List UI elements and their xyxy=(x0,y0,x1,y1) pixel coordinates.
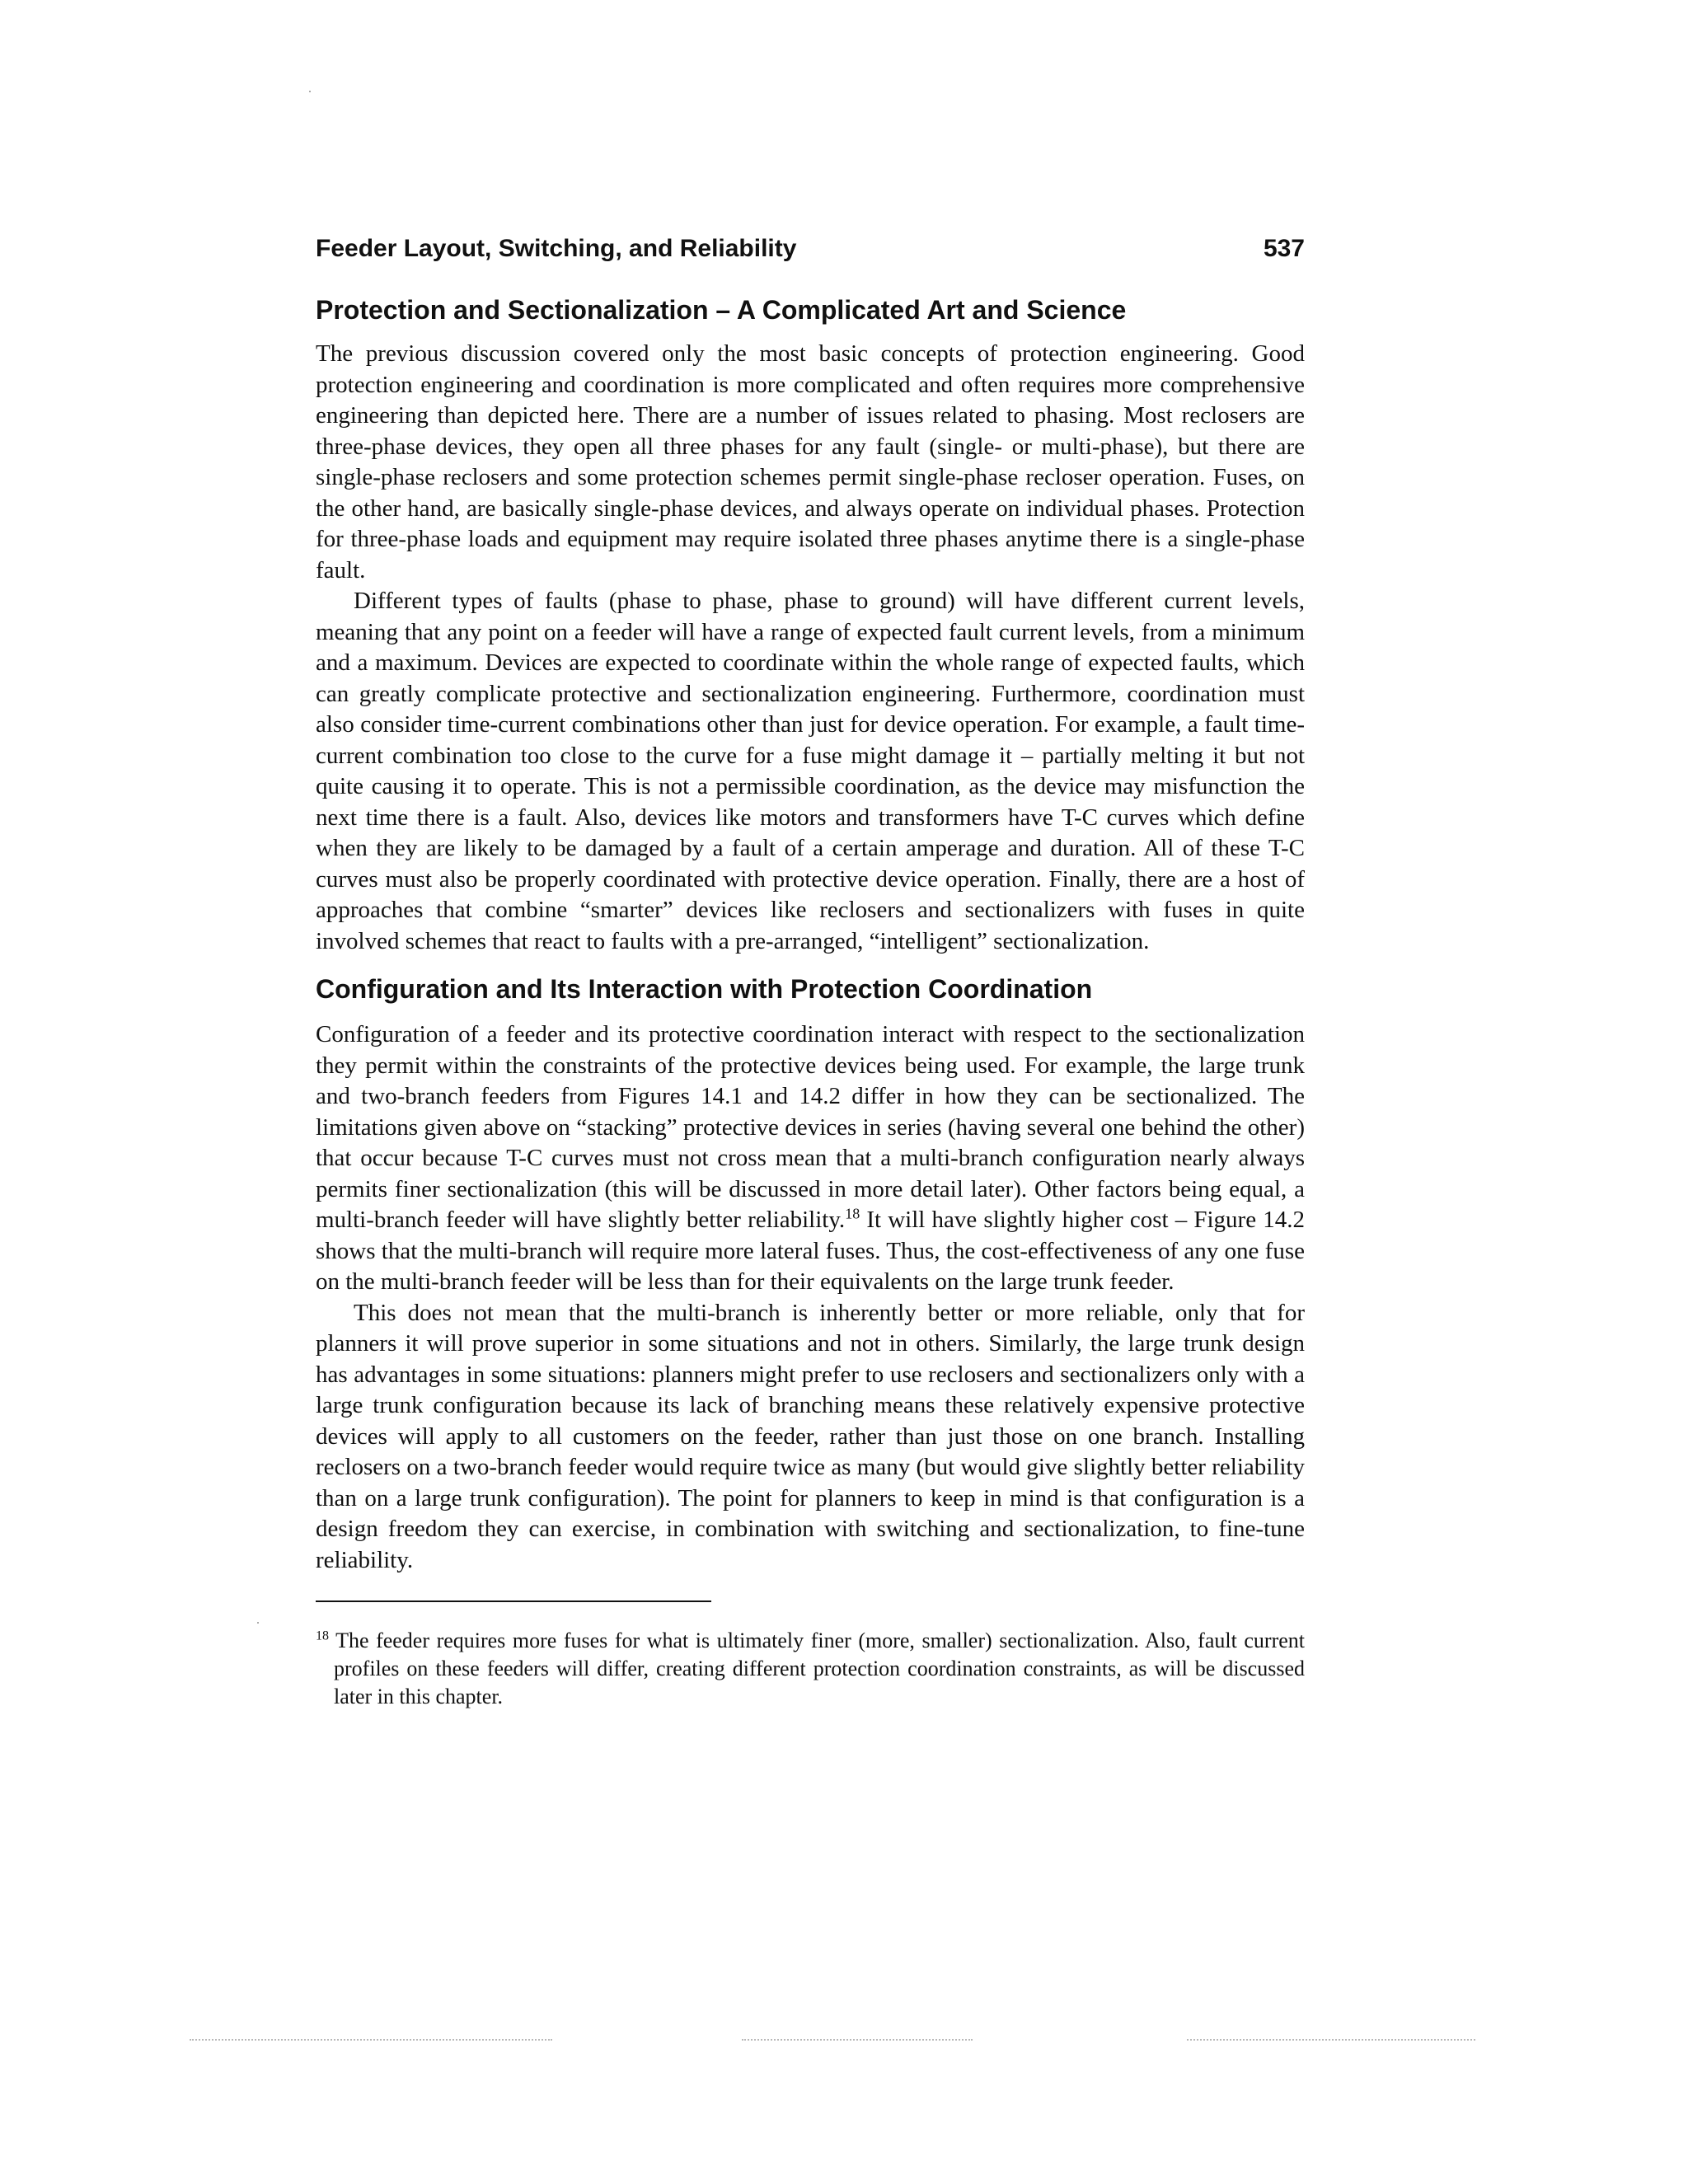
section-configuration-coordination xyxy=(316,972,1305,1576)
running-title: Feeder Layout, Switching, and Reliability xyxy=(316,235,797,262)
footnote-divider xyxy=(316,1601,711,1602)
footnote-paragraph xyxy=(316,1627,1305,1711)
scan-artifact-dot xyxy=(309,91,311,92)
footnote-number: 18 xyxy=(316,1629,329,1643)
running-header xyxy=(316,235,1305,268)
section-heading: Protection and Sectionalization – A Complicated Art and Science xyxy=(316,295,1127,325)
section-protection-sectionalization xyxy=(316,293,1305,957)
section-heading: Configuration and Its Interaction with Protection Coordination xyxy=(316,974,1093,1004)
paragraph: This does not mean that the multi-branch is inherently better or more reliable, only that for planners it will prove superior in some situations and not in others. Similarly, the large trunk design has advantages in some situations: planners might prefer to use reclosers and sectionalizers only with a large trunk configuration because its lack of branching means these relatively expensive protective devices will apply to all customers on the feeder, rather than just those on one branch. Installing reclosers on a two-branch feeder would require twice as many (but would give slightly better reliability than on a large trunk configuration). The point for planners to keep in mind is that configuration is a design freedom they can exercise, in combination with switching and sectionalization, to fine-tune reliability. xyxy=(316,1299,1305,1573)
paragraph: The previous discussion covered only the most basic concepts of protection engineering. Good protection engineering and coordination is more complicated and often requires more comprehensive engineering than depicted here. There are a number of issues related to phasing. Most reclosers are three-phase devices, they open all three phases for any fault (single- or multi-phase), but there are single-phase reclosers and some protection schemes permit single-phase recloser operation. Fuses, on the other hand, are basically single-phase devices, and always operate on individual phases. Protection for three-phase loads and equipment may require isolated three phases anytime there is a single-phase fault. xyxy=(316,340,1305,583)
scan-artifact-line xyxy=(1187,2039,1475,2041)
scan-artifact-dot xyxy=(257,1622,259,1624)
paragraph: Different types of faults (phase to phase, phase to ground) will have different current levels, meaning that any point on a feeder will have a range of expected fault current levels, from a minimum and a maximum. Devices are expected to coordinate within the whole range of expected faults, which can greatly complicate protective and sectionalization engineering. Furthermore, coordination must also consider time-current combinations other than just for device operation. For example, a fault time-current combination too close to the curve for a fuse might damage it – partially melting it but not quite causing it to operate. This is not a permissible coordination, as the device may misfunction the next time there is a fault. Also, devices like motors and transformers have T-C curves which define when they are likely to be damaged by a fault of a certain amperage and duration. All of these T-C curves must also be properly coordinated with protective device operation. Finally, there are a host of approaches that combine “smarter” devices like reclosers and sectionalizers with fuses in quite involved schemes that react to faults with a pre-arranged, “intelligent” sectionalization. xyxy=(316,588,1305,954)
paragraph-text: It will have slightly higher cost – Figure 14.2 shows that the multi-branch will require more lateral fuses. Thus, the cost-effectiveness of any one fuse on the multi-branch feeder will be less than for their equivalents on the large trunk feeder. xyxy=(316,1207,1305,1295)
scan-artifact-line xyxy=(190,2039,552,2041)
footnote-reference: 18 xyxy=(845,1205,860,1222)
footnote-text: The feeder requires more fuses for what is ultimately finer (more, smaller) sectionalization. Also, fault current profiles on these feeders will differ, creating different protection coordination constraints, as will be discussed later in this chapter. xyxy=(329,1629,1305,1708)
paragraph-text: Configuration of a feeder and its protective coordination interact with respect to the sectionalization they permit within the constraints of the protective devices being used. For example, the large trunk and two-branch feeders from Figures 14.1 and 14.2 differ in how they can be sectionalized. The limitations given above on “stacking” protective devices in series (having several one behind the other) that occur because T-C curves must not cross mean that a multi-branch configuration nearly always permits finer sectionalization (this will be discussed in more detail later). Other factors being equal, a multi-branch feeder will have slightly better reliability. xyxy=(316,1021,1305,1233)
scan-artifact-line xyxy=(742,2039,973,2041)
document-page xyxy=(316,235,1305,1711)
page-number: 537 xyxy=(1263,235,1305,262)
footnote xyxy=(316,1627,1305,1711)
paragraph xyxy=(316,1019,1305,1298)
